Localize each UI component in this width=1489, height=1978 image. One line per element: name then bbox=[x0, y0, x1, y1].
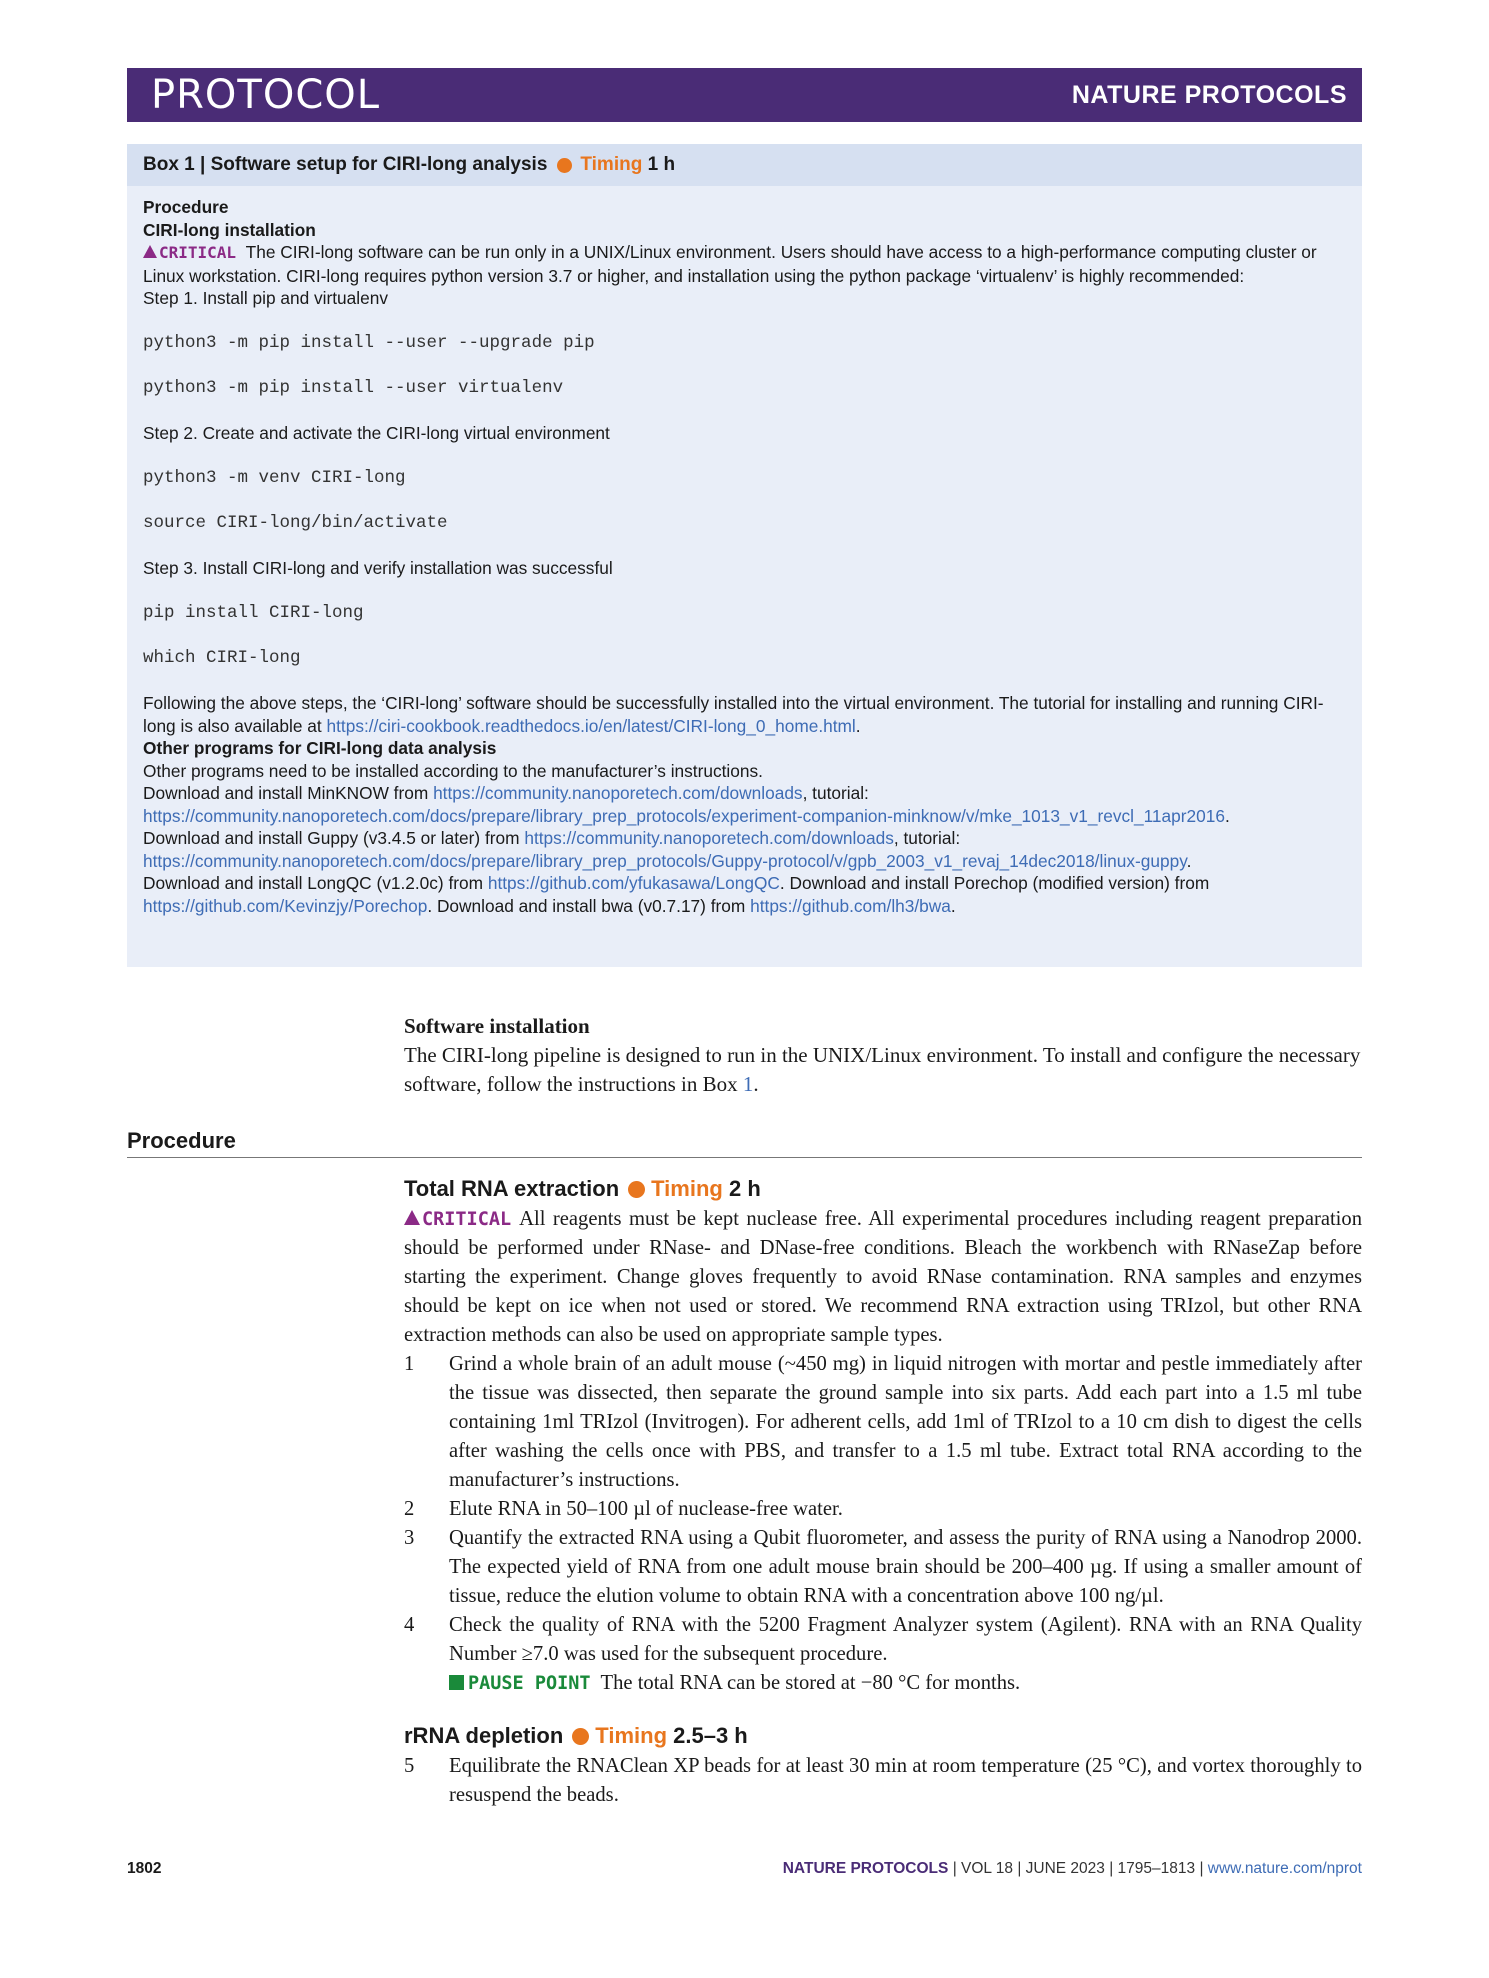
step-text: Elute RNA in 50–100 µl of nuclease-free water. bbox=[449, 1498, 843, 1520]
critical-label: CRITICAL bbox=[159, 243, 237, 262]
footer-citation bbox=[783, 1860, 1362, 1878]
step-number: 2 bbox=[404, 1498, 415, 1520]
step-number: 5 bbox=[404, 1755, 415, 1777]
header-journal: NATURE PROTOCOLS bbox=[1071, 80, 1347, 109]
box-title: Box 1 | Software setup for CIRI-long analysis bbox=[143, 154, 548, 175]
list-item bbox=[404, 1350, 1362, 1495]
follow-paragraph: Following the above steps, the ‘CIRI-long’ software should be successfully installed into the virtual environment. The tutorial for installing and running CIRI-long is also available at https://ciri-cookbook.readthedocs.io/en/latest/CIRI-long_0_home.html. bbox=[143, 693, 1324, 736]
timing-value: 1 h bbox=[647, 154, 676, 175]
list-item bbox=[404, 1495, 1362, 1524]
code-line: source CIRI-long/bin/activate bbox=[143, 513, 448, 533]
step-number: 3 bbox=[404, 1527, 415, 1549]
porechop-text: . Download and install Porechop (modified version) from bbox=[779, 873, 1210, 893]
timing-dot-icon bbox=[557, 158, 572, 173]
timing-label: Timing bbox=[580, 154, 643, 175]
other-text: Other programs need to be installed according to the manufacturer’s instructions. bbox=[143, 760, 763, 781]
porechop-link[interactable]: https://github.com/Kevinzjy/Porechop bbox=[143, 895, 428, 916]
timing-value: 2.5–3 h bbox=[673, 1723, 748, 1748]
pause-text: The total RNA can be stored at −80 °C for months. bbox=[600, 1672, 1021, 1694]
procedure-main bbox=[404, 1173, 1362, 1810]
timing-value: 2 h bbox=[728, 1176, 761, 1201]
footer-url-link[interactable]: www.nature.com/nprot bbox=[1207, 1860, 1362, 1877]
footer-volume: | VOL 18 | JUNE 2023 | 1795–1813 | bbox=[952, 1860, 1204, 1877]
pause-square-icon bbox=[449, 1675, 464, 1690]
step-text: Quantify the extracted RNA using a Qubit fluorometer, and assess the purity of RNA using a Nanodrop 2000. The expected yield of RNA from one adult mouse brain should be 200–400 µg. If using a smaller amount of tissue, reduce the elution volume to obtain RNA with a concentration above 100 ng/µl. bbox=[449, 1527, 1362, 1607]
minknow-tutorial-link[interactable]: https://community.nanoporetech.com/docs/prepare/library_prep_protocols/experiment-companion-minknow/v/mke_1013_v1_revcl_11apr2016 bbox=[143, 805, 1225, 826]
step-text: Equilibrate the RNAClean XP beads for at least 30 min at room temperature (25 °C), and vortex thoroughly to resuspend the beads. bbox=[449, 1755, 1362, 1806]
code-line: python3 -m venv CIRI-long bbox=[143, 468, 406, 488]
list-item bbox=[404, 1524, 1362, 1611]
follow-text: Following the above steps, the ‘CIRI-long’ software should be successfully installed into the virtual environment. The tutorial for installing and running CIRI-long is also available at bbox=[143, 693, 1324, 736]
code-line: python3 -m pip install --user virtualenv bbox=[143, 378, 564, 398]
code-line: which CIRI-long bbox=[143, 648, 301, 668]
critical-triangle-icon bbox=[404, 1210, 420, 1225]
step-3: Step 3. Install CIRI-long and verify installation was successful bbox=[143, 558, 613, 578]
box-1 bbox=[127, 144, 1362, 967]
rna-critical bbox=[404, 1205, 1362, 1350]
longqc-text: Download and install LongQC (v1.2.0c) from bbox=[143, 873, 484, 893]
tutorial-label: , tutorial: bbox=[893, 828, 961, 848]
box-body bbox=[127, 186, 1362, 917]
cookbook-link[interactable]: https://ciri-cookbook.readthedocs.io/en/latest/CIRI-long_0_home.html bbox=[326, 715, 856, 736]
rna-extraction-heading bbox=[404, 1173, 1362, 1205]
critical-text: All reagents must be kept nuclease free. All experimental procedures including reagent preparation should be performed under RNase- and DNase-free conditions. Bleach the workbench with RNaseZap before starting the experiment. Change gloves frequently to avoid RNase contamination. RNA samples and enzymes should be kept on ice when not used or stored. We recommend RNA extraction using TRIzol, but other RNA extraction methods can also be used on appropriate sample types. bbox=[404, 1208, 1362, 1346]
step-text: Check the quality of RNA with the 5200 Fragment Analyzer system (Agilent). RNA with an RNA Quality Number ≥7.0 was used for the subsequent procedure. bbox=[449, 1614, 1362, 1665]
software-text: The CIRI-long pipeline is designed to run in the UNIX/Linux environment. To install and configure the necessary software, follow the instructions in Box 1. bbox=[404, 1043, 1361, 1096]
timing-label: Timing bbox=[595, 1723, 668, 1748]
header-protocol: PROTOCOL bbox=[151, 72, 381, 118]
pause-point bbox=[404, 1669, 1362, 1698]
guppy-link[interactable]: https://community.nanoporetech.com/downloads bbox=[524, 828, 894, 848]
minknow-text: Download and install MinKNOW from bbox=[143, 783, 429, 803]
install-heading: CIRI-long installation bbox=[143, 219, 316, 240]
step-text: Grind a whole brain of an adult mouse (~450 mg) in liquid nitrogen with mortar and pestle immediately after the tissue was dissected, then separate the ground sample into six parts. Add each part into a 1.5 ml tube containing 1ml TRIzol (Invitrogen). For adherent cells, add 1ml of TRIzol to a 10 cm dish to digest the cells after washing the cells once with PBS, and transfer to a 1.5 ml tube. Extract total RNA according to the manufacturer’s instructions. bbox=[449, 1353, 1362, 1491]
other-heading: Other programs for CIRI-long data analysis bbox=[143, 738, 497, 758]
rrna-depletion-heading bbox=[404, 1720, 1362, 1752]
longqc-link[interactable]: https://github.com/yfukasawa/LongQC bbox=[487, 873, 780, 893]
timing-dot-icon bbox=[572, 1728, 589, 1745]
guppy-paragraph: Download and install Guppy (v3.4.5 or later) from https://community.nanoporetech.com/downloads, tutorial: https://community.nanoporetech.com/docs/prepare/library_prep_protocols/Guppy-protocol/v/gpb_2003_v1_revaj_14dec2018/linux-guppy. bbox=[143, 828, 1192, 871]
software-title: Software installation bbox=[404, 1014, 590, 1038]
box-title-bar bbox=[127, 144, 1362, 186]
code-line: python3 -m pip install --user --upgrade pip bbox=[143, 333, 595, 353]
step-number: 1 bbox=[404, 1353, 415, 1375]
box-ref-link[interactable]: 1 bbox=[742, 1072, 754, 1096]
step-1: Step 1. Install pip and virtualenv bbox=[143, 288, 388, 308]
critical-triangle-icon bbox=[143, 245, 157, 258]
step-number: 4 bbox=[404, 1614, 415, 1636]
rrna-title: rRNA depletion bbox=[404, 1723, 564, 1748]
critical-text: The CIRI-long software can be run only in a UNIX/Linux environment. Users should have access to a high-performance computing cluster or Linux workstation. CIRI-long requires python version 3.7 or higher, and installation using the python package ‘virtualenv’ is highly recommended: bbox=[143, 242, 1317, 286]
tutorial-label: , tutorial: bbox=[802, 783, 869, 803]
header-banner bbox=[127, 68, 1362, 122]
critical-label: CRITICAL bbox=[422, 1209, 512, 1230]
timing-dot-icon bbox=[628, 1181, 645, 1198]
timing-label: Timing bbox=[651, 1176, 723, 1201]
longqc-paragraph: Download and install LongQC (v1.2.0c) from https://github.com/yfukasawa/LongQC. Download and install Porechop (modified version) from https://github.com/Kevinzjy/Porechop. Download and install bwa (v0.7.17) from https://github.com/lh3/bwa. bbox=[143, 873, 1210, 916]
bwa-text: . Download and install bwa (v0.7.17) from bbox=[427, 895, 746, 916]
box-procedure-heading: Procedure bbox=[143, 197, 229, 217]
bwa-link[interactable]: https://github.com/lh3/bwa bbox=[750, 895, 951, 916]
minknow-link[interactable]: https://community.nanoporetech.com/downloads bbox=[433, 783, 803, 803]
pause-label: PAUSE POINT bbox=[468, 1673, 591, 1694]
critical-note bbox=[143, 241, 1346, 287]
procedure-heading: Procedure bbox=[127, 1128, 1362, 1158]
software-paragraph: The CIRI-long pipeline is designed to run in the UNIX/Linux environment. To install and configure the necessary software, follow the instructions in Box bbox=[404, 1043, 1361, 1096]
code-line: pip install CIRI-long bbox=[143, 603, 364, 623]
minknow-paragraph: Download and install MinKNOW from https://community.nanoporetech.com/downloads, tutorial: https://community.nanoporetech.com/docs/prepare/library_prep_protocols/experiment-companion-minknow/v/mke_1013_v1_revcl_11apr2016. bbox=[143, 783, 1230, 826]
list-item bbox=[404, 1752, 1362, 1810]
page-number: 1802 bbox=[127, 1860, 162, 1877]
list-item bbox=[404, 1611, 1362, 1669]
footer-journal: NATURE PROTOCOLS bbox=[782, 1860, 949, 1877]
software-installation-section bbox=[404, 1012, 1362, 1099]
guppy-tutorial-link[interactable]: https://community.nanoporetech.com/docs/prepare/library_prep_protocols/Guppy-protocol/v/gpb_2003_v1_revaj_14dec2018/linux-guppy bbox=[143, 850, 1187, 871]
rna-title: Total RNA extraction bbox=[404, 1176, 620, 1201]
guppy-text: Download and install Guppy (v3.4.5 or later) from bbox=[143, 828, 520, 848]
step-2: Step 2. Create and activate the CIRI-long virtual environment bbox=[143, 423, 610, 443]
